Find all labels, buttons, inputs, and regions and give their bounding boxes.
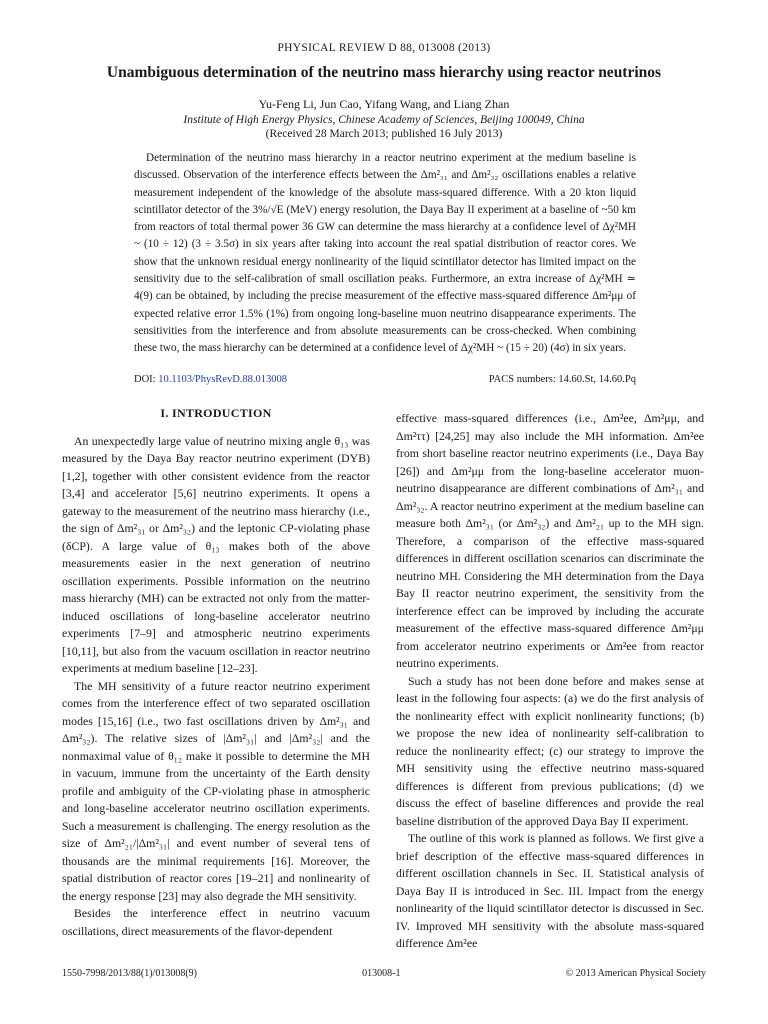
intro-paragraph-1: An unexpectedly large value of neutrino mixing angle θ₁₃ was measured by the Daya Bay reactor neutrino experiment (DYB) [1,2], together with other consistent evidence from the reactor [3,4] and accelerator [5,6] neutrino experiments. It opens a gateway to the measurement of the neutrino mass hierarchy (i.e., the sign of Δm²₃₁ or Δm²₃₂) and the leptonic CP-violating phase (δCP). A large value of θ₁₃ makes both of the above measurements easier in the next generation of neutrino oscillation experiments. Possible information on the neutrino mass hierarchy (MH) can be extracted not only from the matter-induced oscillations of long-baseline accelerator neutrino experiments [7–9] and atmospheric neutrino experiments [10,11], but also from the vacuum oscillation in reactor neutrino experiments at medium baseline [12–23]. — [62, 433, 370, 675]
intro-paragraph-2: The MH sensitivity of a future reactor neutrino experiment comes from the interference effect of two separated oscillation modes [15,16] (i.e., two fast oscillations driven by Δm²₃₁ and Δm²₃₂). The relative sizes of |Δm²₃₁| and |Δm²₃₂| and the nonmaximal value of θ₁₂ make it possible to determine the MH in vacuum, immune from the uncertainty of the Earth density profile and ambiguity of the CP-violating phase in atmospheric and long-baseline accelerator neutrino oscillation experiments. Such a measurement is challenging. The energy resolution as the size of Δm²₂₁/|Δm²₃₁| and event number of several tens of thousands are the minimal requirements [16]. Moreover, the spatial distribution of reactor cores [19–21] and nonlinearity of the energy response [23] may also degrade the MH sensitivity. — [62, 678, 370, 903]
intro-paragraph-5: Such a study has not been done before and makes sense at least in the following four aspects: (a) we do the first analysis of the nonlinearity effect with explicit nonlinearity functions; (b) we propose the new idea of nonlinearity self-calibration to reduce the nonlinearity effect; (c) our strategy to improve the MH sensitivity using the effective neutrino mass-squared differences is different from previous publications; (d) we discuss the effect of baseline differences and provide the real baseline distribution of the approved Daya Bay II experiment. — [396, 673, 704, 828]
pacs-numbers: PACS numbers: 14.60.St, 14.60.Pq — [488, 374, 636, 385]
footer-page-number: 013008-1 — [362, 968, 401, 979]
footer-copyright: © 2013 American Physical Society — [565, 968, 706, 979]
intro-paragraph-4: effective mass-squared differences (i.e., Δm²ee, Δm²μμ, and Δm²ττ) [24,25] may also include the MH information. Δm²ee from short baseline reactor neutrino experiments (i.e., Daya Bay [26]) and Δm²μμ from the long-baseline accelerator muon-neutrino disappearance are different combinations of Δm²₃₁ and Δm²₃₂. A reactor neutrino experiment at the medium baseline can measure both Δm²₃₁ (or Δm²₃₂) and Δm²₂₁ up to the MH sign. Therefore, a comparison of the effective mass-squared differences in different oscillation scenarios can discriminate the neutrino MH. Considering the MH determination from the Daya Bay II reactor neutrino experiment, the sensitivity from the interference effect can be improved by including the accurate measurement of the effective mass-squared difference Δm²μμ from accelerator neutrino experiments or Δm²ee from reactor neutrino experiments. — [396, 411, 704, 670]
affiliation: Institute of High Energy Physics, Chinese Academy of Sciences, Beijing 100049, China — [183, 114, 585, 126]
doi — [134, 374, 287, 385]
intro-paragraph-3: Besides the interference effect in neutrino vacuum oscillations, direct measurements of the flavor-dependent — [62, 906, 370, 938]
footer-issn: 1550-7998/2013/88(1)/013008(9) — [62, 968, 197, 979]
section-heading-introduction: I. INTRODUCTION — [160, 406, 272, 420]
left-column — [62, 405, 370, 940]
doi-pacs-row — [134, 374, 636, 385]
abstract: Determination of the neutrino mass hierarchy in a reactor neutrino experiment at the medium baseline is discussed. Observation of the interference effects between the Δm²₃₁ and Δm²₃₂ oscillations enables a relative measurement independent of the knowledge of the absolute mass-squared difference. With a 20 kton liquid scintillator detector of the 3%/√E (MeV) energy resolution, the Daya Bay II experiment at a baseline of ~50 km from reactors of total thermal power 36 GW can determine the mass hierarchy at a confidence level of Δχ²MH ~ (10 ÷ 12) (3 ÷ 3.5σ) in six years after taking into account the real spatial distribution of reactor cores. We show that the unknown residual energy nonlinearity of the liquid scintillator detector has limited impact on the sensitivity due to the self-calibration of small oscillation peaks. Furthermore, an extra increase of Δχ²MH ≃ 4(9) can be obtained, by including the precise measurement of the effective mass-squared difference Δm²μμ of expected relative error 1.5% (1%) from ongoing long-baseline muon neutrino disappearance experiments. The sensitivities from the interference and from absolute measurements can be cross-checked. When combining these two, the mass hierarchy can be determined at a confidence level of Δχ²MH ~ (15 ÷ 20) (4σ) in six years. — [134, 152, 636, 355]
authors: Yu-Feng Li, Jun Cao, Yifang Wang, and Liang Zhan — [258, 97, 510, 111]
doi-link[interactable]: 10.1103/PhysRevD.88.013008 — [158, 374, 288, 385]
doi-label: DOI: — [134, 374, 156, 385]
intro-paragraph-6: The outline of this work is planned as follows. We first give a brief description of the effective mass-squared differences in different oscillation channels in Sec. II. Statistical analysis of Daya Bay II is introduced in Sec. III. Impact from the energy nonlinearity of the liquid scintillator detector is discussed in Sec. IV. Improved MH sensitivity with the absolute mass-squared difference Δm²ee — [396, 831, 704, 950]
received-dates: (Received 28 March 2013; published 16 July 2013) — [265, 128, 503, 140]
paper-title: Unambiguous determination of the neutrino mass hierarchy using reactor neutrinos — [106, 64, 662, 81]
page-footer — [62, 968, 706, 979]
journal-header: PHYSICAL REVIEW D 88, 013008 (2013) — [277, 42, 491, 54]
right-column — [396, 410, 704, 953]
